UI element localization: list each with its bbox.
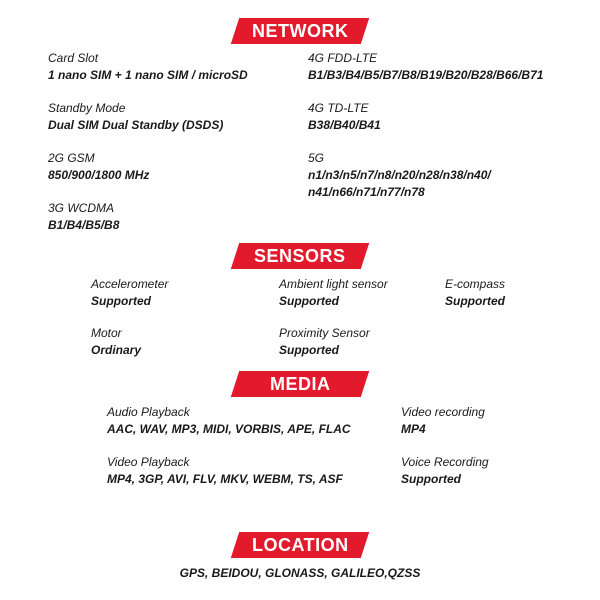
spec-ambient-light-sensor [279,276,388,310]
spec-accelerometer [91,276,168,310]
spec-voice-recording [401,454,489,488]
location-heading-banner [231,532,369,558]
spec-video-playback [107,454,343,488]
spec-value: Supported [91,294,151,308]
spec-4g-td-lte [308,100,381,134]
spec-label: 5G [308,151,325,165]
spec-value: Supported [401,472,461,486]
spec-value: Supported [279,343,339,357]
spec-label: 2G GSM [48,151,95,165]
spec-video-recording [401,404,485,438]
spec-value: MP4 [401,422,426,436]
spec-label: Motor [91,326,122,340]
spec-value: n1/n3/n5/n7/n8/n20/n28/n38/n40/ n41/n66/n71/n77/n78 [308,168,491,199]
spec-value: Supported [445,294,505,308]
spec-value: 850/900/1800 MHz [48,168,150,182]
location-value: GPS, BEIDOU, GLONASS, GALILEO,QZSS [179,566,421,580]
spec-motor [91,325,141,359]
spec-value: 1 nano SIM + 1 nano SIM / microSD [48,68,248,82]
sensors-heading-banner [231,243,369,269]
spec-label: Card Slot [48,51,99,65]
spec-value: B1/B3/B4/B5/B7/B8/B19/B20/B28/B66/B71 [308,68,544,82]
spec-label: 3G WCDMA [48,201,114,215]
spec-label: Accelerometer [91,277,169,291]
spec-label: Ambient light sensor [279,277,388,291]
location-heading: LOCATION [251,535,349,555]
spec-value: Ordinary [91,343,142,357]
spec-label: 4G FDD-LTE [308,51,378,65]
spec-label: Proximity Sensor [279,326,370,340]
spec-card-slot [48,50,248,84]
spec-value: B38/B40/B41 [308,118,381,132]
spec-2g-gsm [48,150,149,184]
spec-value: MP4, 3GP, AVI, FLV, MKV, WEBM, TS, ASF [107,472,343,486]
network-heading-banner [231,18,369,44]
spec-4g-fdd-lte [308,50,543,84]
spec-label: Video Playback [107,455,190,469]
sensors-heading: SENSORS [254,246,346,266]
spec-proximity-sensor [279,325,370,359]
spec-standby-mode [48,100,223,134]
spec-label: Audio Playback [107,405,190,419]
spec-label: E-compass [445,277,506,291]
spec-audio-playback [107,404,351,438]
network-heading: NETWORK [251,21,349,41]
spec-3g-wcdma [48,200,119,234]
spec-5g [308,150,538,201]
spec-value: B1/B4/B5/B8 [48,218,120,232]
media-heading-banner [231,371,369,397]
spec-value: AAC, WAV, MP3, MIDI, VORBIS, APE, FLAC [107,422,351,436]
spec-label: Video recording [401,405,485,419]
spec-value: Supported [279,294,339,308]
media-heading: MEDIA [269,374,331,394]
spec-label: 4G TD-LTE [308,101,369,115]
spec-value: Dual SIM Dual Standby (DSDS) [48,118,224,132]
spec-label: Voice Recording [401,455,489,469]
spec-e-compass [445,276,505,310]
spec-label: Standby Mode [48,101,126,115]
